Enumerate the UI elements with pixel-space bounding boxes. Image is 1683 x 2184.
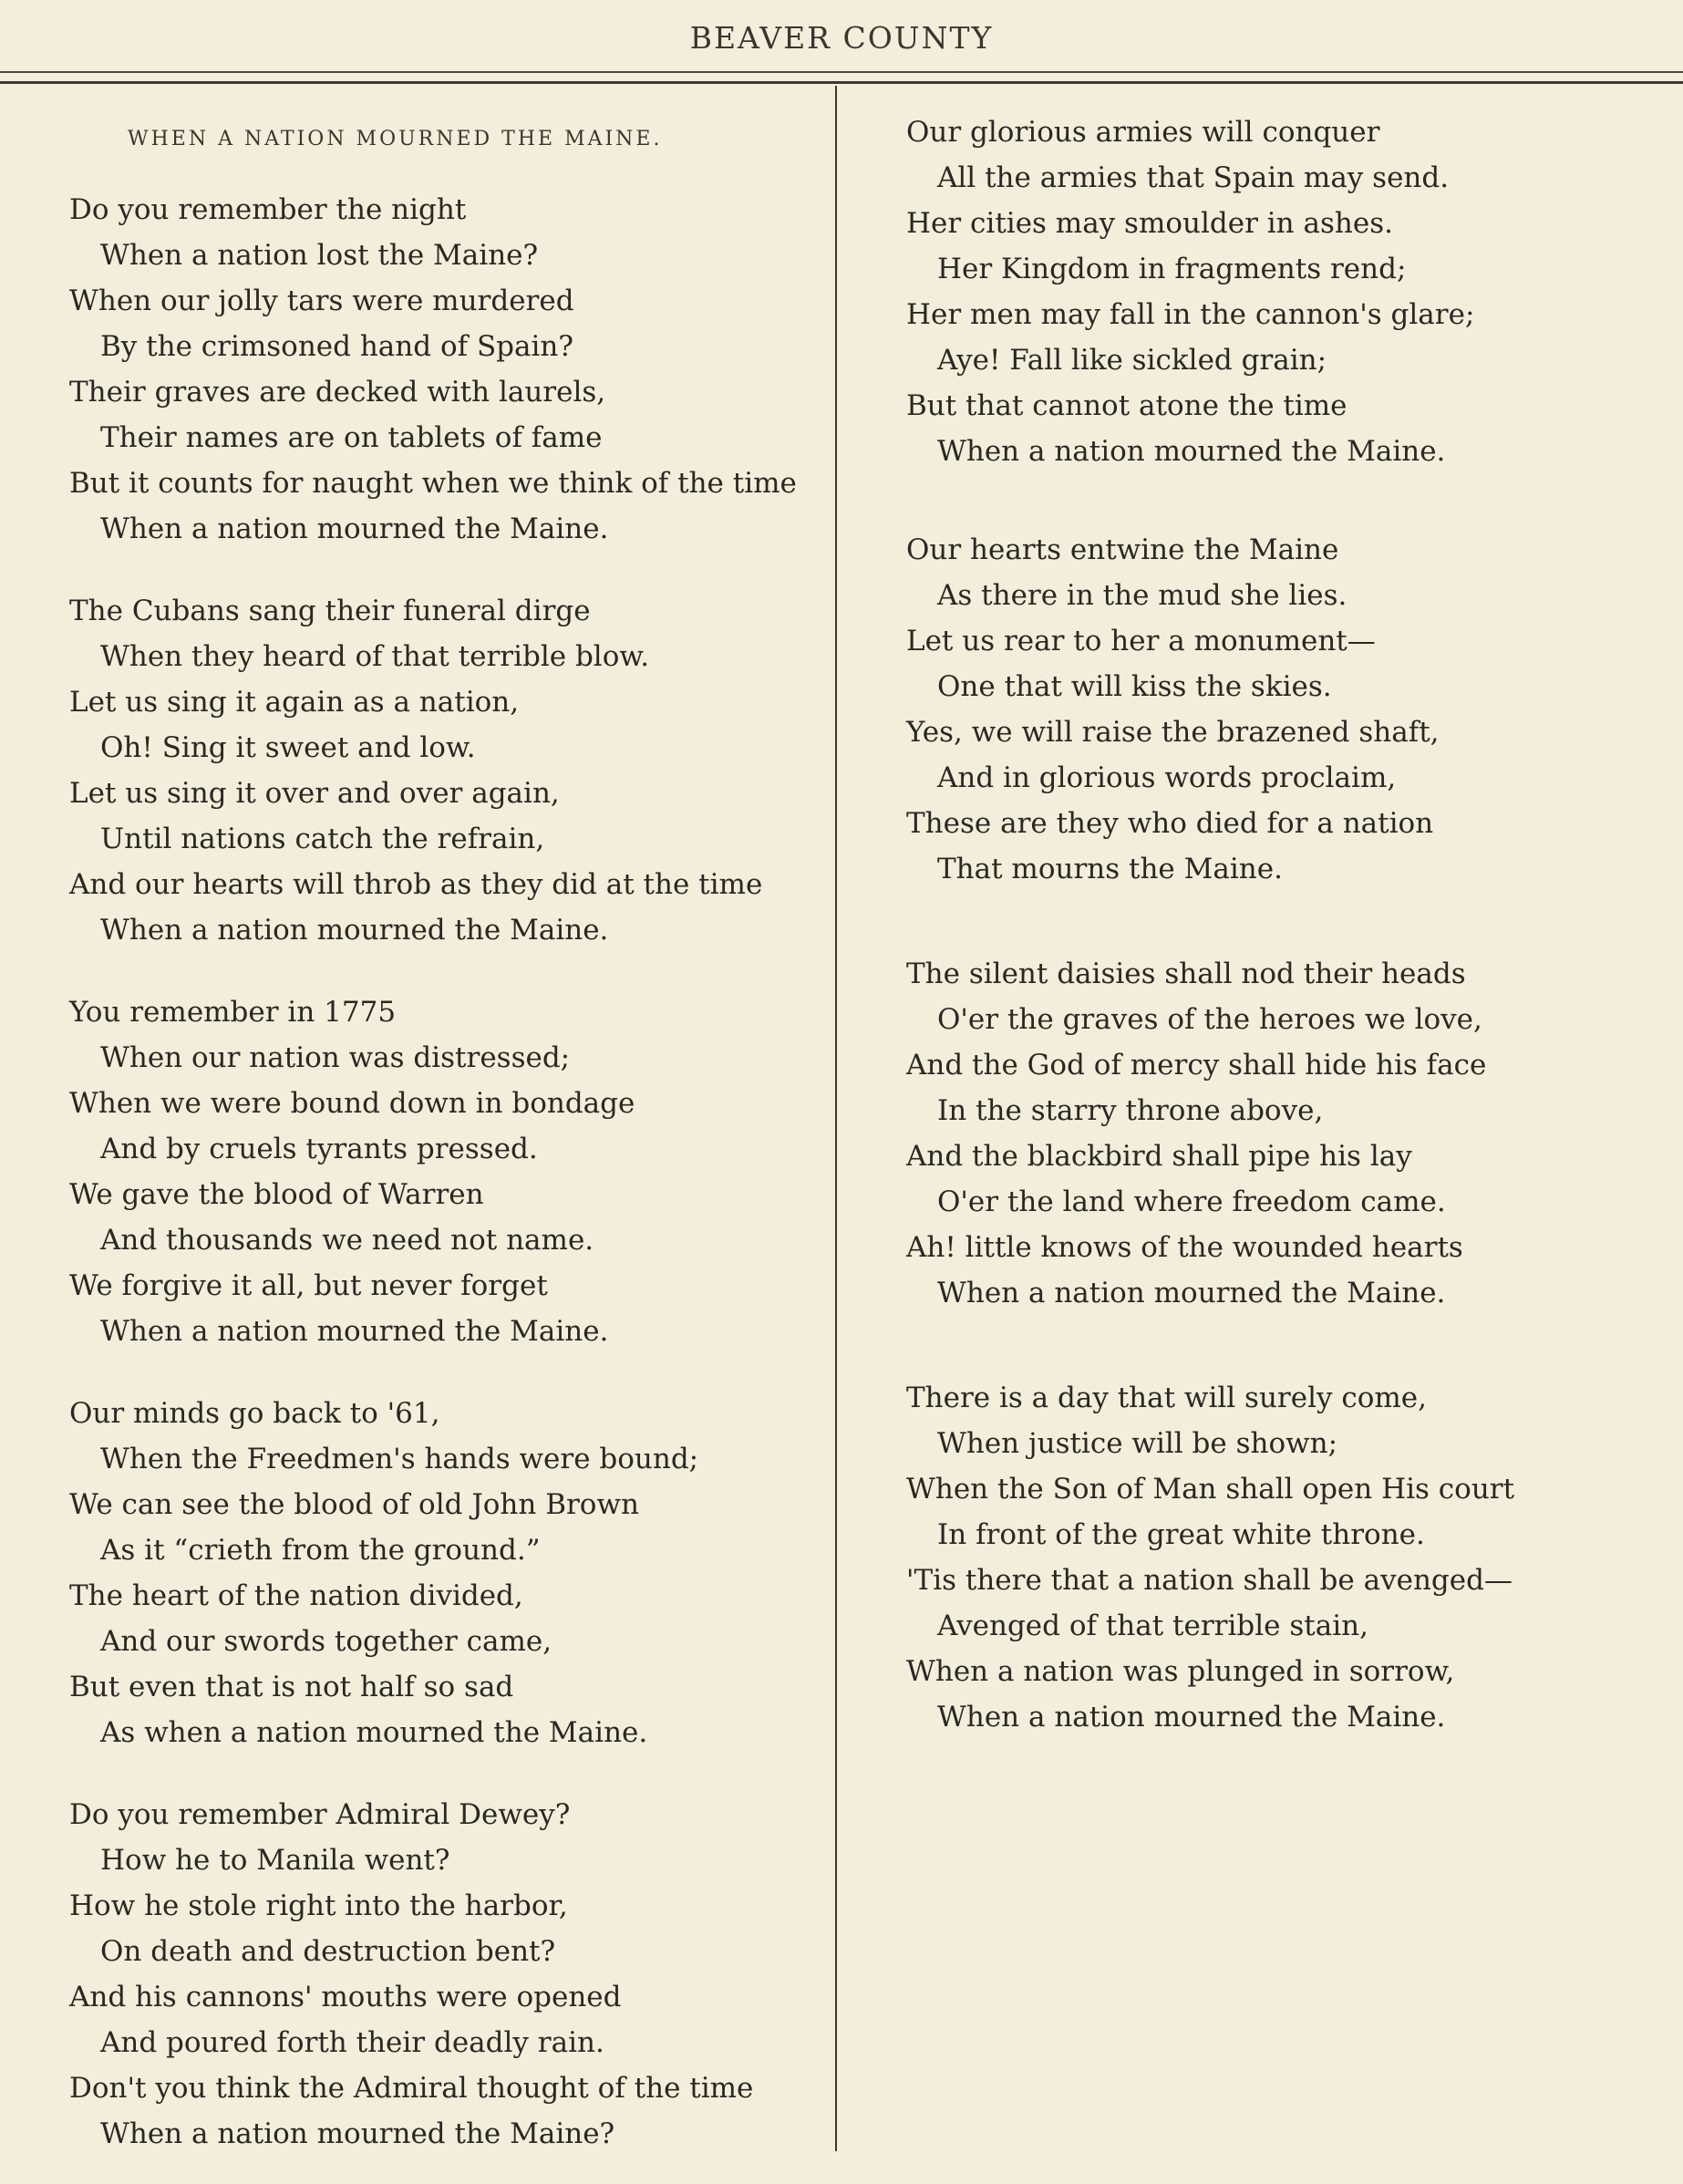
- poem-line: Do you remember the night: [69, 193, 467, 226]
- poem-line: When a nation was plunged in sorrow,: [906, 1655, 1455, 1688]
- poem-line: The Cubans sang their funeral dirge: [69, 595, 591, 627]
- stanza: [69, 187, 817, 552]
- poem-line: How he to Manila went?: [100, 1844, 450, 1877]
- poem-line: As when a nation mourned the Maine.: [100, 1716, 648, 1749]
- poem-line: Ah! little knows of the wounded hearts: [906, 1231, 1463, 1264]
- poem-line: When the Freedmen's hands were bound;: [100, 1443, 699, 1475]
- poem-line: In the starry throne above,: [937, 1094, 1324, 1127]
- poem-line: But that cannot atone the time: [906, 389, 1347, 422]
- poem-line: On death and destruction bent?: [100, 1935, 556, 1968]
- right-column: [906, 109, 1654, 1740]
- header-rule-thin: [0, 71, 1683, 73]
- poem-line: The silent daisies shall nod their heads: [906, 957, 1466, 990]
- poem-line: And the blackbird shall pipe his lay: [906, 1140, 1412, 1173]
- poem-line: We gave the blood of Warren: [69, 1178, 484, 1211]
- poem-line: That mourns the Maine.: [937, 853, 1283, 885]
- poem-line: And the God of mercy shall hide his face: [906, 1049, 1487, 1082]
- poem-line: When we were bound down in bondage: [69, 1087, 635, 1120]
- poem-line: Their graves are decked with laurels,: [69, 376, 606, 409]
- poem-line: When justice will be shown;: [937, 1427, 1338, 1460]
- left-column: [69, 187, 817, 2157]
- stanza: [906, 527, 1654, 892]
- poem-line: And in glorious words proclaim,: [937, 761, 1397, 794]
- poem-line: There is a day that will surely come,: [906, 1382, 1428, 1414]
- poem-line: Our hearts entwine the Maine: [906, 533, 1339, 566]
- poem-line: When a nation mourned the Maine.: [100, 914, 609, 947]
- poem-line: We can see the blood of old John Brown: [69, 1488, 639, 1521]
- poem-line: And by cruels tyrants pressed.: [100, 1133, 538, 1165]
- poem-line: O'er the land where freedom came.: [937, 1185, 1446, 1218]
- poem-line: Their names are on tablets of fame: [100, 421, 603, 454]
- running-header: BEAVER COUNTY: [689, 20, 994, 56]
- column-divider: [835, 86, 837, 2151]
- poem-line: Avenged of that terrible stain,: [937, 1610, 1368, 1642]
- poem-line: Our minds go back to '61,: [69, 1397, 440, 1430]
- poem-line: In front of the great white throne.: [937, 1518, 1425, 1551]
- poem-line: Let us sing it over and over again,: [69, 777, 560, 810]
- poem-line: Do you remember Admiral Dewey?: [69, 1798, 571, 1831]
- poem-line: When a nation mourned the Maine.: [100, 1315, 609, 1348]
- poem-line: Our glorious armies will conquer: [906, 116, 1380, 149]
- poem-line: Don't you think the Admiral thought of the time: [69, 2072, 754, 2105]
- stanza: [69, 989, 817, 1354]
- poem-line: How he stole right into the harbor,: [69, 1889, 568, 1922]
- poem-line: When a nation mourned the Maine.: [937, 435, 1446, 468]
- poem-line: Aye! Fall like sickled grain;: [937, 344, 1327, 377]
- poem-line: You remember in 1775: [69, 996, 397, 1029]
- poem-line: Her men may fall in the cannon's glare;: [906, 298, 1475, 331]
- poem-line: Oh! Sing it sweet and low.: [100, 731, 476, 764]
- poem-line: And poured forth their deadly rain.: [100, 2026, 604, 2059]
- poem-line: When a nation mourned the Maine.: [100, 512, 609, 545]
- poem-title: WHEN A NATION MOURNED THE MAINE.: [128, 128, 663, 150]
- poem-line: When a nation lost the Maine?: [100, 239, 539, 272]
- poem-line: All the armies that Spain may send.: [937, 161, 1450, 194]
- poem-line: But even that is not half so sad: [69, 1671, 514, 1703]
- poem-line: When a nation mourned the Maine.: [937, 1701, 1446, 1734]
- poem-line: 'Tis there that a nation shall be avenged—: [906, 1564, 1513, 1597]
- poem-line: Her Kingdom in fragments rend;: [937, 253, 1407, 285]
- poem-line: Let us sing it again as a nation,: [69, 686, 520, 719]
- stanza: [906, 109, 1654, 474]
- poem-line: O'er the graves of the heroes we love,: [937, 1003, 1482, 1036]
- poem-line: When our nation was distressed;: [100, 1041, 571, 1074]
- poem-line: When they heard of that terrible blow.: [100, 640, 650, 673]
- poem-line: Let us rear to her a monument—: [906, 625, 1376, 657]
- poem-line: When a nation mourned the Maine?: [100, 2117, 615, 2150]
- poem-line: Her cities may smoulder in ashes.: [906, 207, 1393, 240]
- poem-line: But it counts for naught when we think of the time: [69, 467, 797, 500]
- stanza: [906, 951, 1654, 1316]
- poem-line: One that will kiss the skies.: [937, 670, 1332, 703]
- poem-line: Until nations catch the refrain,: [100, 823, 545, 855]
- poem-line: Yes, we will raise the brazened shaft,: [906, 716, 1440, 749]
- poem-line: When a nation mourned the Maine.: [937, 1277, 1446, 1309]
- poem-line: As there in the mud she lies.: [937, 579, 1347, 612]
- poem-line: And our swords together came,: [100, 1625, 552, 1658]
- stanza: [906, 1375, 1654, 1740]
- poem-line: The heart of the nation divided,: [69, 1579, 523, 1612]
- poem-line: And our hearts will throb as they did at the time: [69, 868, 763, 901]
- poem-line: We forgive it all, but never forget: [69, 1269, 548, 1302]
- poem-line: When our jolly tars were murdered: [69, 285, 574, 317]
- poem-line: As it “crieth from the ground.”: [100, 1534, 541, 1567]
- poem-line: When the Son of Man shall open His court: [906, 1473, 1515, 1506]
- stanza: [69, 1792, 817, 2157]
- header-rule-thick: [0, 81, 1683, 84]
- poem-line: By the crimsoned hand of Spain?: [100, 330, 574, 363]
- poem-line: These are they who died for a nation: [906, 807, 1434, 840]
- poem-line: And his cannons' mouths were opened: [69, 1981, 622, 2013]
- stanza: [69, 588, 817, 953]
- stanza: [69, 1391, 817, 1755]
- poem-line: And thousands we need not name.: [100, 1224, 594, 1257]
